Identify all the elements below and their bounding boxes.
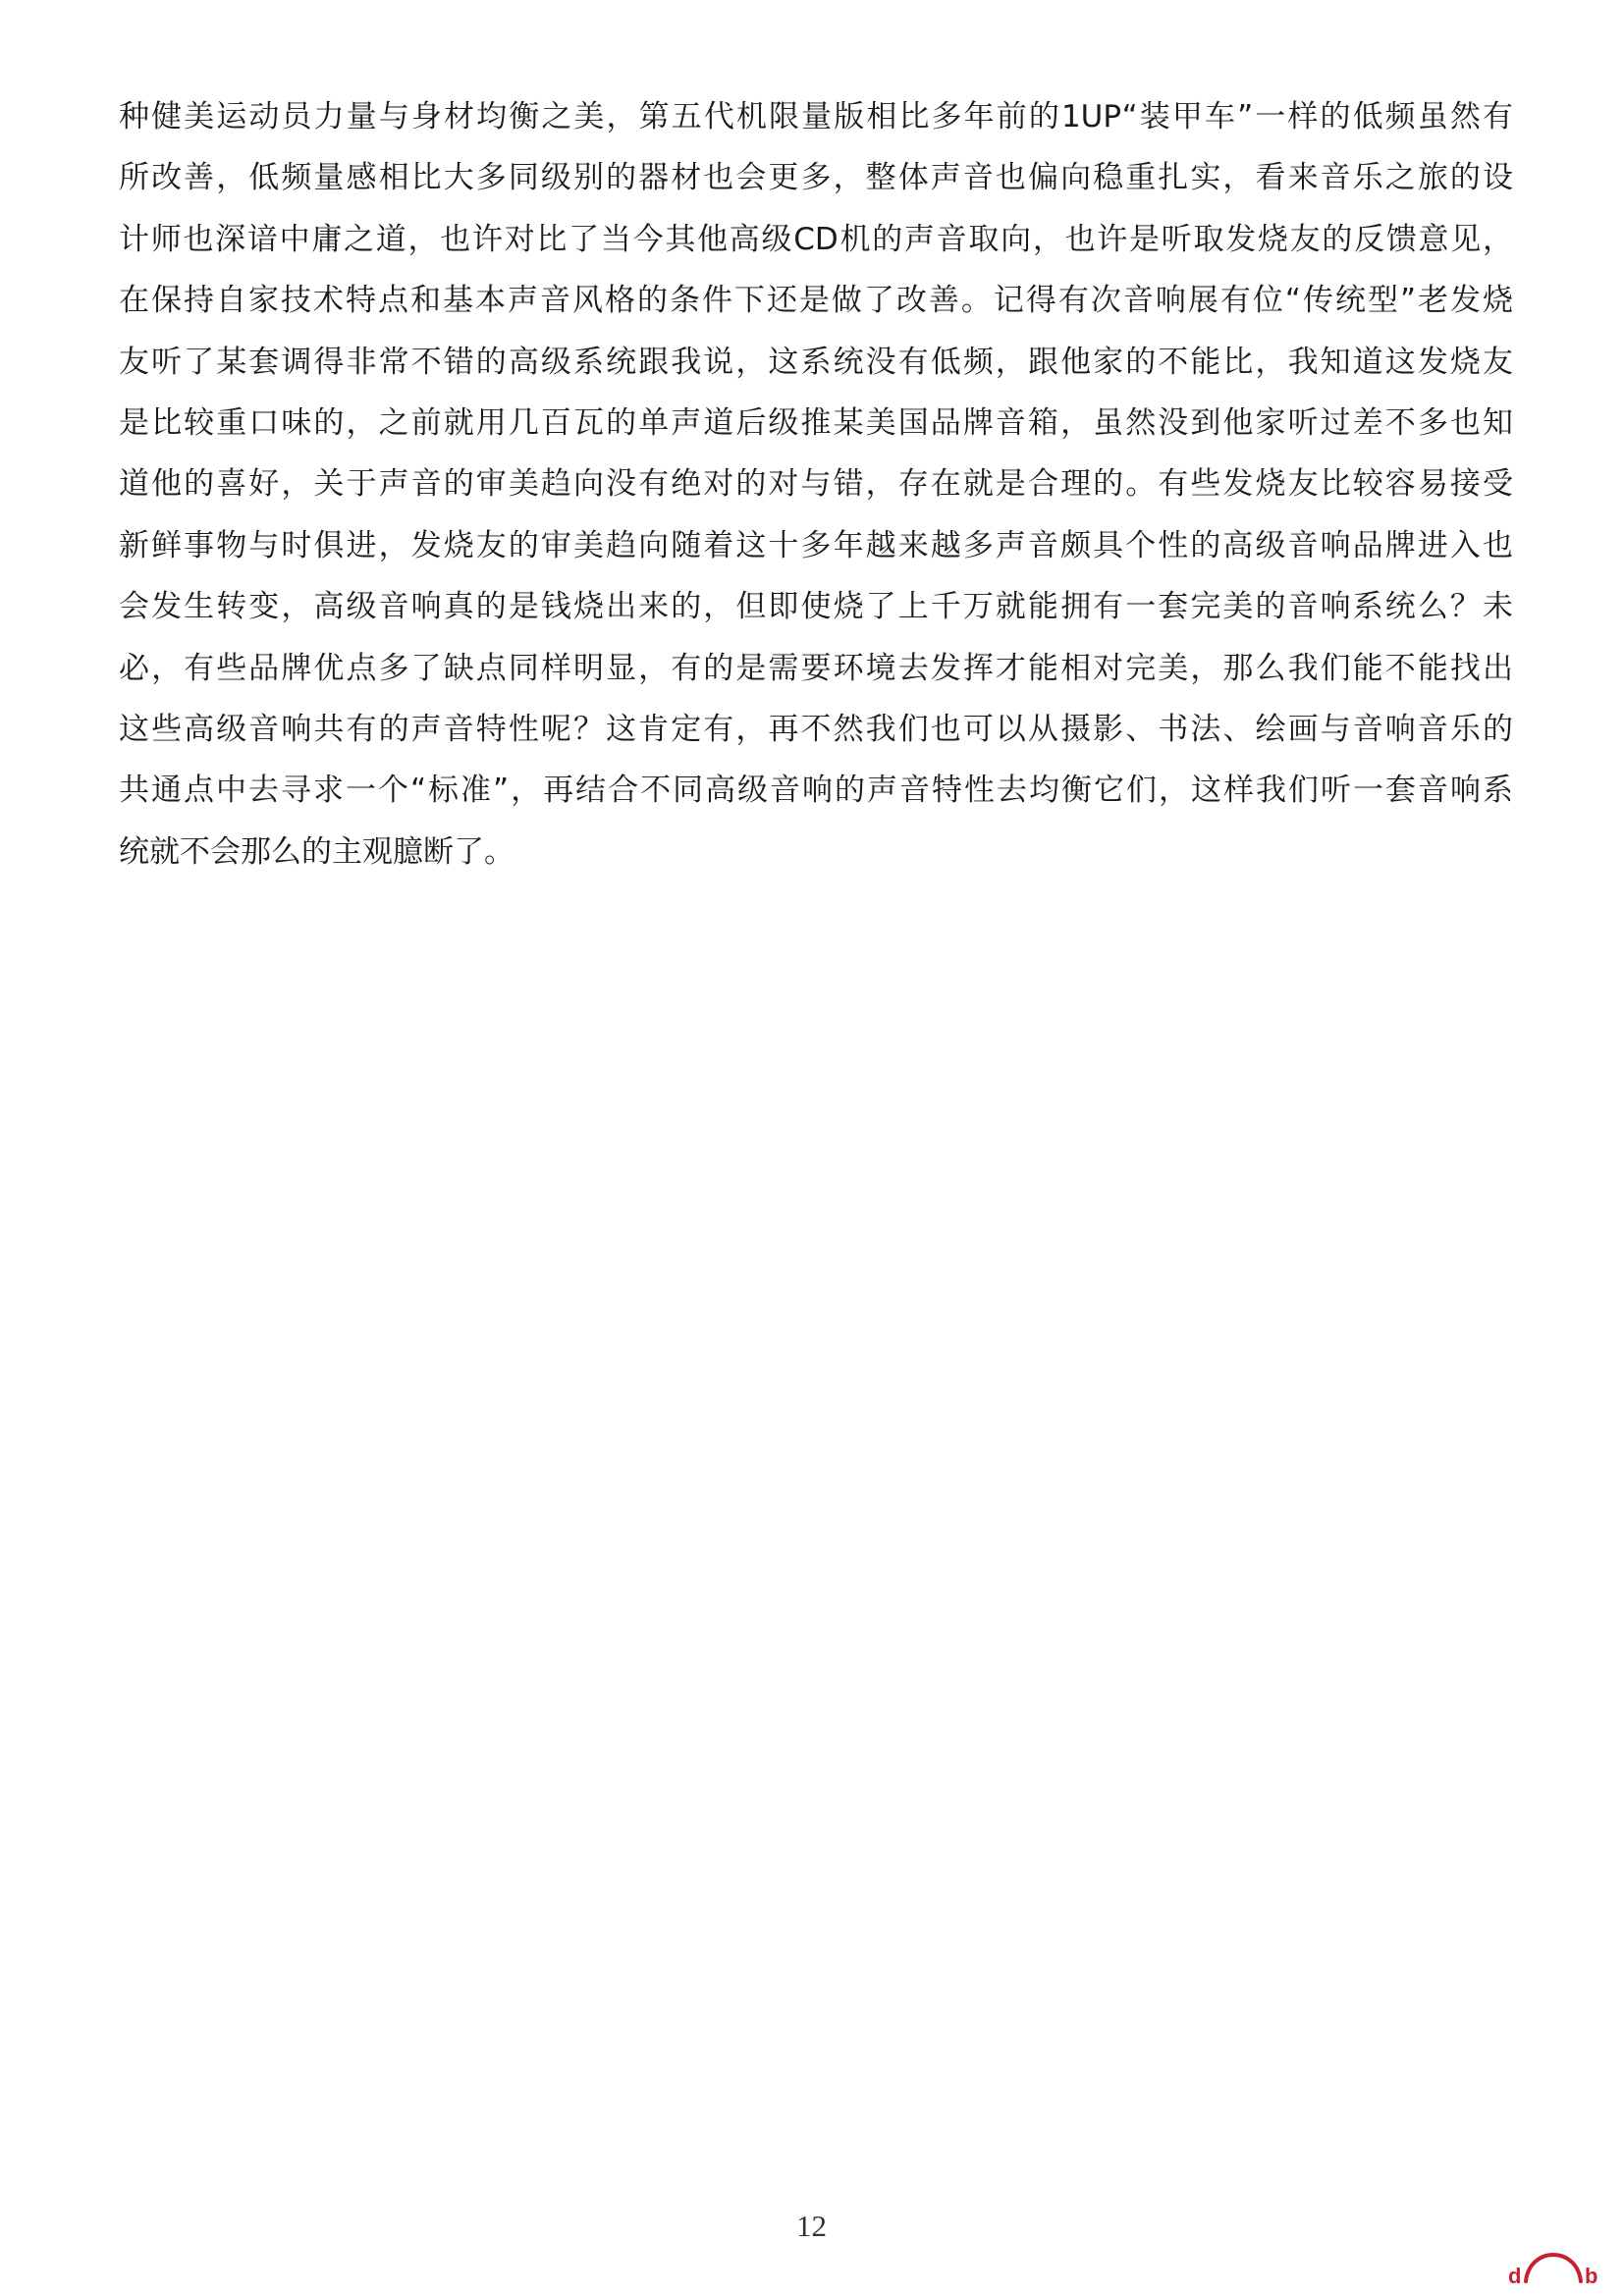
publisher-logo-icon bbox=[1508, 2238, 1598, 2285]
paragraph-line: 是比较重口味的，之前就用几百瓦的单声道后级推某美国品牌音箱，虽然没到他家听过差不多也知 bbox=[119, 405, 1513, 442]
page-number: 12 bbox=[796, 2209, 827, 2243]
body-paragraph bbox=[119, 86, 1513, 882]
paragraph-line: 会发生转变，高级音响真的是钱烧出来的，但即使烧了上千万就能拥有一套完美的音响系统么？未 bbox=[119, 589, 1513, 625]
paragraph-line: 新鲜事物与时俱进，发烧友的审美趋向随着这十多年越来越多声音颇具个性的高级音响品牌进入也 bbox=[119, 527, 1513, 563]
logo-arc bbox=[1526, 2255, 1581, 2281]
logo-letter-d: d bbox=[1508, 2264, 1522, 2285]
paragraph-line: 计师也深谙中庸之道，也许对比了当今其他高级CD机的声音取向，也许是听取发烧友的反馈意见， bbox=[119, 221, 1513, 257]
paragraph-line: 种健美运动员力量与身材均衡之美，第五代机限量版相比多年前的1UP“装甲车”一样的低频虽然有 bbox=[119, 99, 1513, 134]
paragraph-line: 所改善，低频量感相比大多同级别的器材也会更多，整体声音也偏向稳重扎实，看来音乐之旅的设 bbox=[119, 160, 1513, 196]
logo-letter-b: b bbox=[1585, 2264, 1598, 2285]
paragraph-line: 统就不会那么的主观臆断了。 bbox=[119, 833, 514, 870]
paragraph-line: 这些高级音响共有的声音特性呢？这肯定有，再不然我们也可以从摄影、书法、绘画与音响音乐的 bbox=[119, 712, 1513, 748]
paragraph-line: 在保持自家技术特点和基本声音风格的条件下还是做了改善。记得有次音响展有位“传统型”老发烧 bbox=[119, 283, 1513, 319]
paragraph-line: 共通点中去寻求一个“标准”，再结合不同高级音响的声音特性去均衡它们，这样我们听一套音响系 bbox=[119, 773, 1513, 809]
paragraph-line: 友听了某套调得非常不错的高级系统跟我说，这系统没有低频，跟他家的不能比，我知道这发烧友 bbox=[119, 344, 1513, 380]
paragraph-line: 必，有些品牌优点多了缺点同样明显，有的是需要环境去发挥才能相对完美，那么我们能不能找出 bbox=[119, 650, 1513, 686]
paragraph-line: 道他的喜好，关于声音的审美趋向没有绝对的对与错，存在就是合理的。有些发烧友比较容易接受 bbox=[119, 466, 1513, 503]
